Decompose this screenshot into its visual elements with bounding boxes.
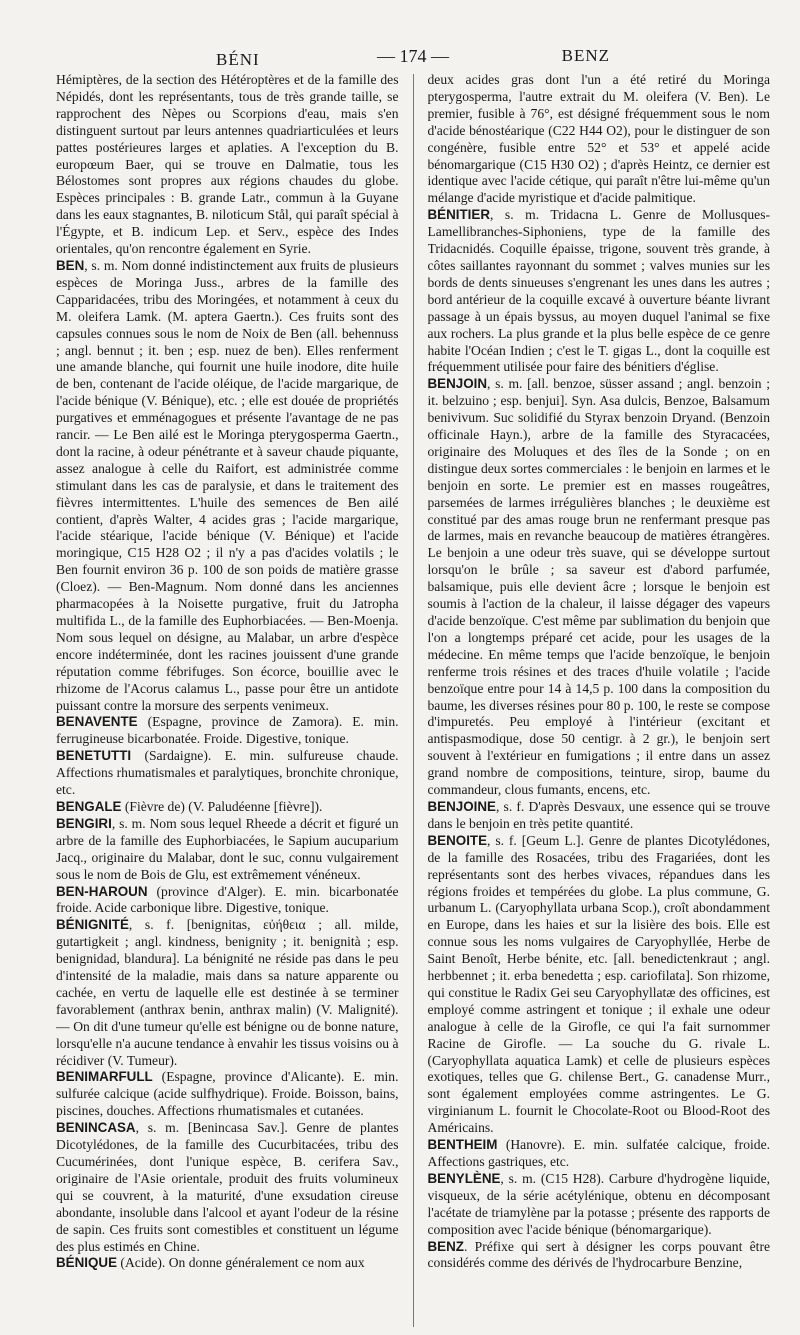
entry-headword: BENINCASA: [56, 1120, 136, 1136]
entry-headword: BEN-HAROUN: [56, 883, 148, 899]
entry-headword: BENJOINE: [427, 798, 496, 814]
text-columns: [56, 72, 770, 1327]
page-number: — 174 —: [377, 46, 449, 66]
entry-paragraph: deux acides gras dont l'un a été retiré du Moringa pterygosperma, l'autre extrait du M. oleifera (V. Ben). Le premier, fusible à 76°, est désigné fréquemment sous le nom d'acide bénostéarique (C22 H44 O2), pour le distinguer de son congénère, fusible entre 52° et 53° et appelé acide bénomargarique (C15 H30 O2) ; d'après Heintz, ce dernier est identique avec l'acide cétique, qui paraît n'être lui-même qu'un mélange d'acide myristique et d'acide palmitique.: [427, 72, 771, 206]
entry-headword: BENZ: [427, 1238, 464, 1254]
header-right-word: BENZ: [561, 46, 610, 65]
entry-paragraph: BENGALE (Fièvre de) (V. Paludéenne [fièvre]).: [56, 798, 323, 814]
entry-paragraph: BENZ. Préfixe qui sert à désigner les corps pouvant être considérés comme des dérivés de l'hydrocarbure Benzine,: [427, 1238, 771, 1271]
entry-headword: BENIMARFULL: [56, 1069, 153, 1085]
right-column: [428, 72, 771, 1327]
entry-headword: BENGALE: [56, 798, 122, 814]
entry-paragraph: BENETUTTI (Sardaigne). E. min. sulfureuse chaude. Affections rhumatismales et paralytiques, bronchite chronique, etc.: [56, 748, 399, 798]
entry-paragraph: BENIMARFULL (Espagne, province d'Alicante). E. min. sulfurée calcique (acide sulfhydrique). Froide. Boisson, bains, piscines, douches. Affections rhumatismales et cutanées.: [56, 1069, 399, 1119]
running-head: [56, 40, 770, 72]
entry-headword: BÉNIGNITÉ: [56, 917, 129, 933]
entry-paragraph: BÉNIQUE (Acide). On donne généralement ce nom aux: [56, 1255, 365, 1271]
entry-headword: BENGIRI: [56, 815, 112, 831]
entry-paragraph: BENJOINE, s. f. D'après Desvaux, une essence qui se trouve dans le benjoin en très petite quantité.: [427, 798, 771, 831]
entry-paragraph: BÉNITIER, s. m. Tridacna L. Genre de Mollusques-Lamellibranches-Siphoniens, type de la famille des Tridacnidés. Coquille épaisse, trigone, souvent très grande, à côtes saillantes rayonnant du sommet ; valves munies sur les bords de dents sinueuses s'engrenant les unes dans les autres ; bord antérieur de la coquille excavé à ouverture béante livrant passage à un épais byssus, au moyen duquel l'animal se fixe aux rochers. La plus grande et la plus belle espèce de ce genre habite l'Océan Indien ; c'est le T. gigas L., dont la coquille est fréquemment utilisée pour faire des bénitiers d'église.: [427, 207, 771, 375]
entry-headword: BENOITE: [427, 832, 488, 848]
entry-paragraph: BENOITE, s. f. [Geum L.]. Genre de plantes Dicotylédones, de la famille des Rosacées, tribu des Fragariées, dont les représentants sont des herbes vivaces, répandues dans les régions froides et tempérées du globe. La plus commune, G. urbanum L. (Caryophyllata urbana Scop.), croît abondamment en Europe, dans les haies et sur la lisière des bois. Elle est connue sous les noms vulgaires de Caryophyllée, Herbe de Saint Benoît, Herbe bénite, etc. [all. benedictenkraut ; angl. herbbennet ; it. erba benedetta ; esp. cariofilata]. Son rhizome, qui constitue le Radix Gei seu Caryophyllatæ des officines, est employé comme astringent et tonique ; il exhale une odeur analogue à celle de la Girofle, ce qui l'a fait surnommer Racine de Girofle. — La souche du G. rivale L. (Caryophyllata aquatica Lamk) et celle de plusieurs espèces exotiques, telles que G. chilense Bert., G. canadense Murr., sont également employées comme astringentes. Le G. virginianum L. fournit le Chocolate-Root ou Blood-Root des Américains.: [427, 832, 771, 1136]
entry-paragraph: BENYLÈNE, s. m. (C15 H28). Carbure d'hydrogène liquide, visqueux, de la série acétylénique, obtenu en décomposant l'acétate de triamylène par la potasse ; présente des rapports de composition avec l'acide bénique (bénomargarique).: [427, 1170, 771, 1237]
entry-headword: BENTHEIM: [427, 1137, 498, 1153]
entry-paragraph: BENAVENTE (Espagne, province de Zamora). E. min. ferrugineuse bicarbonatée. Froide. Digestive, tonique.: [56, 714, 399, 747]
entry-paragraph: BEN, s. m. Nom donné indistinctement aux fruits de plusieurs espèces de Moringa Juss., arbres de la famille des Capparidacées, tribu des Moringées, et notamment à ceux du M. oleifera Lamk. (M. aptera Gaertn.). Ces fruits sont des capsules connues sous le nom de Noix de Ben (all. behennuss ; angl. bennut ; it. ben ; esp. nuez de ben). Elles renferment une amande blanche, qui fournit une huile inodore, dite huile de ben, contenant de l'acide oléique, de l'acide margarique, de l'acide bénique (V. Bénique), etc. ; elle est douée de propriétés purgatives et emménagogues et présente l'avantage de ne pas rancir. — Le Ben ailé est le Moringa pterygosperma Gaertn., dont la racine, à odeur pénétrante et à saveur chaude piquante, assez analogue à celle du Raifort, est administrée comme stimulant dans les cas de paralysie, et dans le traitement des fièvres intermittentes. L'huile des semences de Ben ailé contient, d'après Walter, 4 acides gras ; l'acide margarique, l'acide stéarique, l'acide bénique (V. Bénique) et l'acide moringique, C15 H28 O2 ; il n'y a pas d'acides volatils ; le Ben fournit environ 36 p. 100 de son poids de matière grasse (Cloez). — Ben-Magnum. Nom donné dans les anciennes pharmacopées à la Noisette purgative, fruit du Jatropha multifida L., de la famille des Euphorbiacées. — Ben-Moenja. Nom sous lequel on désigne, au Malabar, un arbre d'espèce encore indéterminée, dont les racines jouissent d'une grande réputation comme fébrifuges. Son écorce, bouillie avec le rhizome de l'Acorus calamus L., passe pour être un antidote puissant contre la morsure des serpents venimeux.: [56, 257, 399, 713]
entry-paragraph: BENTHEIM (Hanovre). E. min. sulfatée calcique, froide. Affections gastriques, etc.: [427, 1137, 771, 1169]
entry-paragraph: BEN-HAROUN (province d'Alger). E. min. bicarbonatée froide. Acide carbonique libre. Digestive, tonique.: [56, 883, 399, 916]
entry-headword: BENJOIN: [427, 376, 488, 392]
entry-paragraph: BENJOIN, s. m. [all. benzoe, süsser assand ; angl. benzoin ; it. belzuino ; esp. benjui]. Syn. Asa dulcis, Benzoe, Balsamum benivivum. Suc solidifié du Styrax benzoin Dryand. (Benzoin officinale Hayn.), arbre de la famille des Styracacées, originaire des Moluques et des îles de la Sonde ; on en distingue deux sortes commerciales : le benjoin en larmes et le benjoin en sorte. Le premier est en masses rougeâtres, parsemées de larmes irrégulières blanches ; le deuxième est constitué par des amas rouge brun ne renfermant presque pas de larmes, mais en revanche beaucoup de matières étrangères. Le benjoin a une odeur très suave, qui se développe surtout lorsqu'on le brûle ; sa saveur est d'abord parfumée, balsamique, puis elle devient âcre ; lorsque le benjoin est soumis à l'action de la chaleur, il laisse dégager des vapeurs d'acide benzoïque. C'est même par sublimation du benjoin que l'on a longtemps préparé cet acide, pour les usages de la médecine. En même temps que l'acide benzoïque, le benjoin renferme trois résines et des traces d'huile volatile ; l'acide benzoïque entre pour 14 à 14,5 p. 100 dans la composition du baume, les diverses résines pour 80 p. 100, le reste se compose d'impuretés. Peu employé à l'intérieur (excitant et antispasmodique, dose 50 centigr. à 2 gr.), le benjoin sert souvent à l'extérieur en fumigations ; il entre dans un assez grand nombre de compositions, teinture, sirop, baume du commandeur, clous fumants, encens, etc.: [427, 376, 771, 798]
entry-headword: BEN: [56, 257, 85, 273]
entry-paragraph: BENGIRI, s. m. Nom sous lequel Rheede a décrit et figuré un arbre de la famille des Euphorbiacées, le Sapium aucuparium Jacq., originaire du Malabar, dont le suc, connu vulgairement sous le nom de Bois de Glu, est extrêmement vénéneux.: [56, 815, 399, 882]
entry-headword: BÉNITIER: [427, 207, 490, 223]
entry-paragraph: BÉNIGNITÉ, s. f. [benignitas, εὐήθεια ; all. milde, gutartigkeit ; angl. kindness, benignity ; it. benignità ; esp. benignidad, blandura]. La bénignité ne réside pas dans le peu d'intensité de la maladie, mais dans sa nature apparente ou cachée, en vertu de laquelle elle est destinée à se terminer favorablement (anthrax benin, anthrax malin) (V. Malignité). — On dit d'une tumeur qu'elle est bénigne ou de bonne nature, lorsqu'elle n'a aucune tendance à envahir les tissus voisins ou à récidiver (V. Tumeur).: [56, 917, 399, 1068]
entry-headword: BENYLÈNE: [427, 1170, 501, 1186]
entry-paragraph: BENINCASA, s. m. [Benincasa Sav.]. Genre de plantes Dicotylédones, de la famille des Cucurbitacées, tribu des Cucumérinées, dont l'unique espèce, B. cerifera Sav., originaire de l'Asie orientale, produit des fruits volumineux qui se couvrent, à la maturité, d'une exsudation cireuse abondante, insoluble dans l'alcool et ayant l'odeur de la résine de sapin. Ces fruits sont comestibles et constituent un légume des plus estimés en Chine.: [56, 1120, 399, 1254]
entry-headword: BENAVENTE: [56, 714, 138, 730]
entry-paragraph: Hémiptères, de la section des Hétéroptères et de la famille des Népidés, dont les représentants, tous de très grande taille, se rapprochent des Nèpes ou Scorpions d'eau, mais s'en distinguent surtout par leurs antennes quadriarticulées et leurs pattes postérieures larges et aplaties. A l'exception du B. europœum Baer, qui se trouve en Dalmatie, tous les Bélostomes sont propres aux régions chaudes du globe. Espèces principales : B. grande Latr., commun à la Guyane dans les eaux stagnantes, B. niloticum Stål, qui paraît spécial à l'Égypte, et B. indicum Lep. et Serv., espèce des Indes orientales, qu'on rencontre également en Syrie.: [56, 72, 399, 257]
entry-headword: BÉNIQUE: [56, 1255, 118, 1271]
entry-headword: BENETUTTI: [56, 748, 132, 764]
header-left-word: BÉNI: [216, 50, 260, 69]
column-divider: [413, 74, 414, 1327]
left-column: [56, 72, 399, 1327]
